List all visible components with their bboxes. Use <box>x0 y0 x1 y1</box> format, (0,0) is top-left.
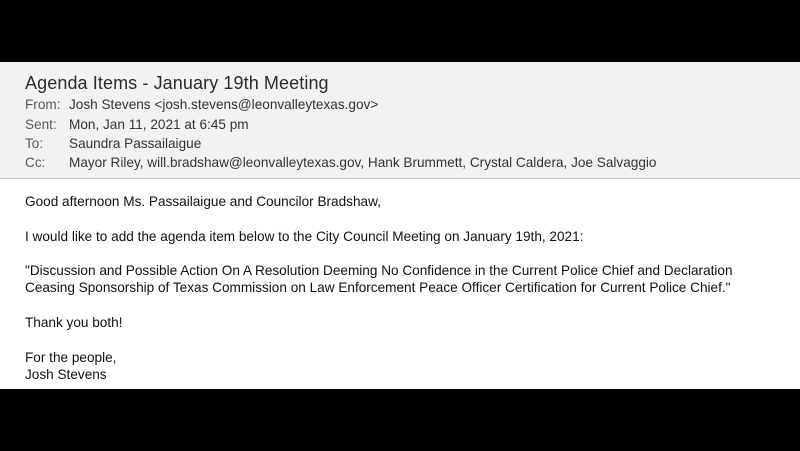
signature-text: Josh Stevens <box>25 367 107 382</box>
to-value[interactable]: Saundra Passailaigue <box>69 136 202 151</box>
agenda-quote-line-1: "Discussion and Possible Action On A Resolution Deeming No Confidence in the Current Police Chief and Declaration <box>25 263 733 278</box>
email-view <box>0 62 800 389</box>
to-label: To: <box>25 136 44 151</box>
request-text: I would like to add the agenda item below to the City Council Meeting on January 19th, 2021: <box>25 229 584 244</box>
email-subject: Agenda Items - January 19th Meeting <box>25 73 329 93</box>
thanks-text: Thank you both! <box>25 315 123 330</box>
cc-label: Cc: <box>25 155 46 170</box>
cc-value[interactable]: Mayor Riley, will.bradshaw@leonvalleytexas.gov, Hank Brummett, Crystal Caldera, Joe Salvaggio <box>69 155 657 170</box>
email-header <box>0 62 800 179</box>
letterbox-bottom <box>0 389 800 451</box>
greeting-text: Good afternoon Ms. Passailaigue and Councilor Bradshaw, <box>25 194 381 209</box>
sent-value: Mon, Jan 11, 2021 at 6:45 pm <box>69 117 249 132</box>
letterbox-top <box>0 0 800 62</box>
from-value[interactable]: Josh Stevens <josh.stevens@leonvalleytexas.gov> <box>69 97 379 112</box>
closing-text: For the people, <box>25 350 117 365</box>
from-label: From: <box>25 97 61 112</box>
sent-label: Sent: <box>25 117 57 132</box>
agenda-quote-line-2: Ceasing Sponsorship of Texas Commission on Law Enforcement Peace Officer Certification for Current Police Chief." <box>25 280 731 295</box>
